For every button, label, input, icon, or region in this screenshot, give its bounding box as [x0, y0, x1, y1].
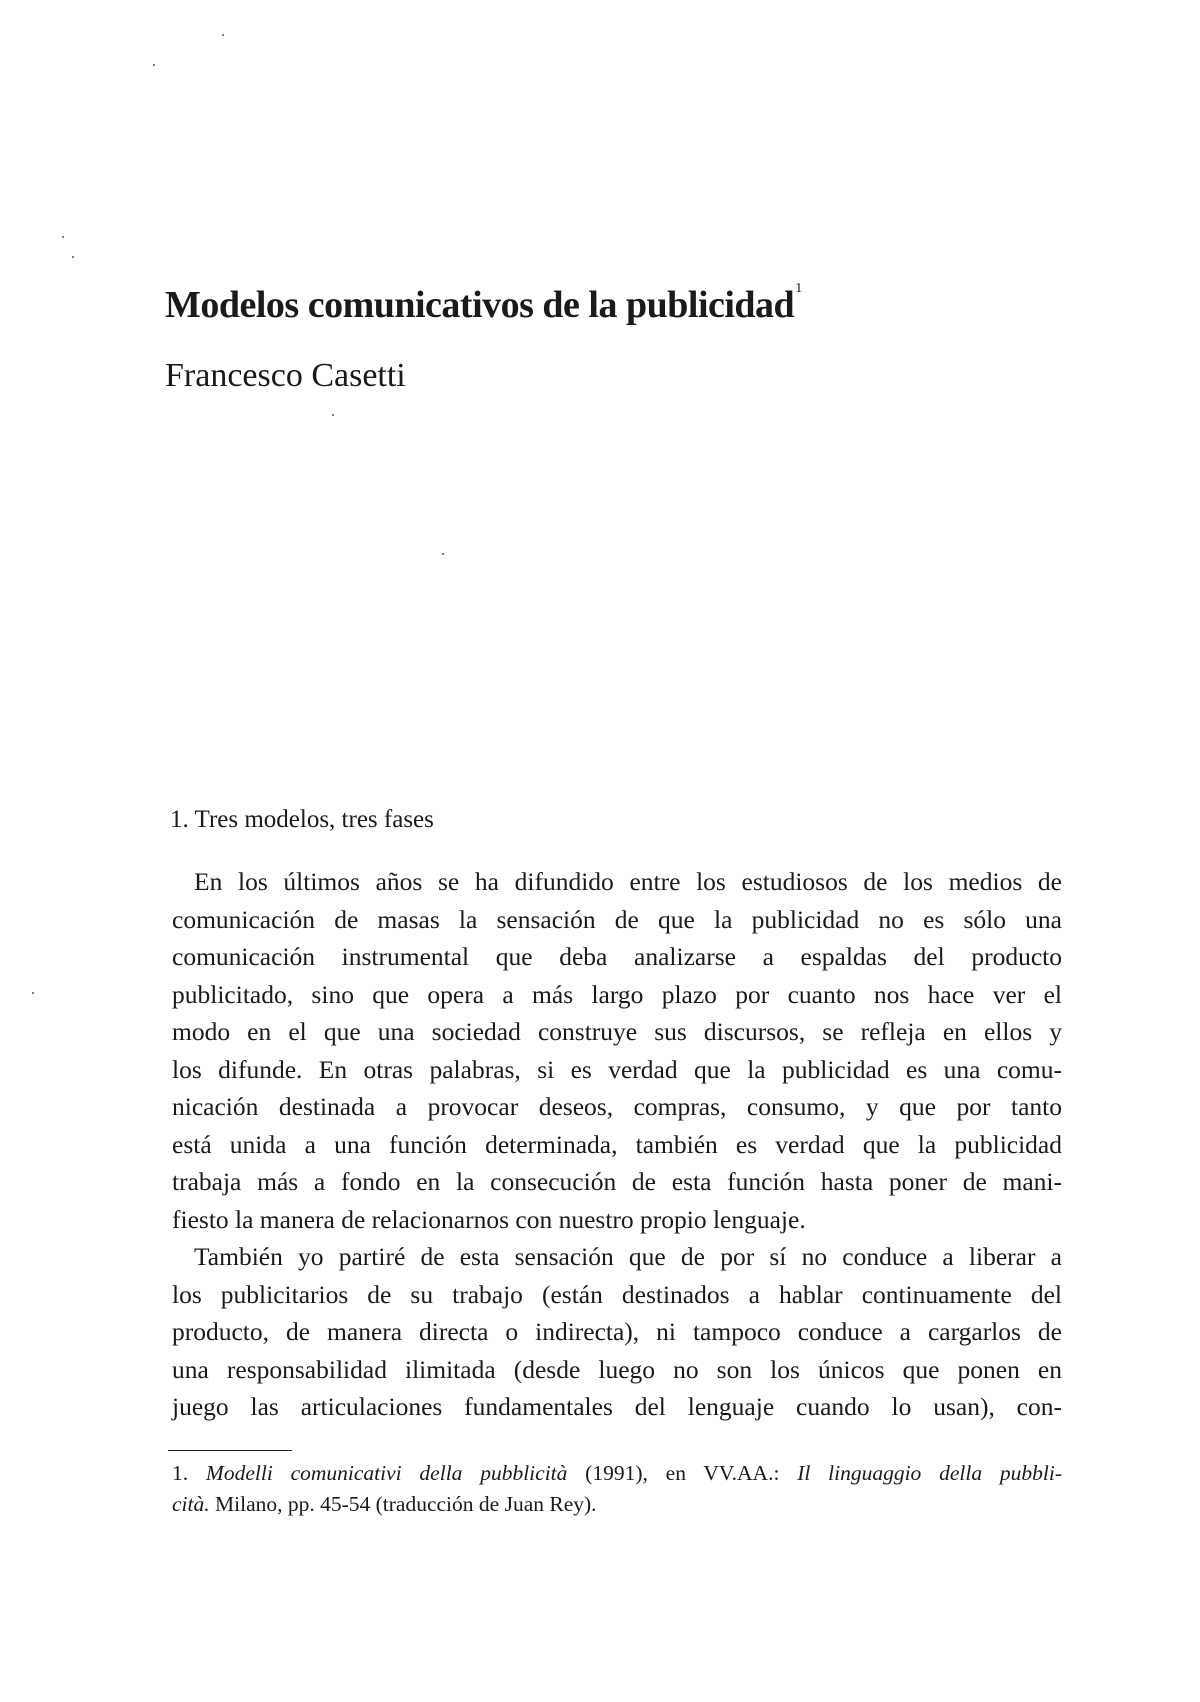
footnote-source: (1991), en VV.AA.:: [567, 1461, 798, 1485]
scan-speck: [332, 414, 334, 416]
text-line: producto, de manera directa o indirecta), ni tampoco conduce a cargarlos de: [172, 1317, 1062, 1346]
text-line: fiesto la manera de relacionarnos con nuestro propio lenguaje.: [172, 1204, 806, 1234]
text-line: una responsabilidad ilimitada (desde luego no son los únicos que ponen en: [172, 1354, 1062, 1384]
footnote-line: [172, 1489, 1062, 1520]
footnote-number: 1.: [172, 1461, 189, 1485]
text-line: nicación destinada a provocar deseos, compras, consumo, y que por tanto: [172, 1092, 1062, 1121]
title-footnote-mark[interactable]: 1: [795, 281, 802, 296]
scan-speck: [222, 34, 224, 36]
footnote-work-title: Modelli comunicativi della pubblicità: [205, 1461, 568, 1485]
footnote-book-title-end: cità.: [172, 1492, 210, 1516]
scan-speck: [32, 992, 34, 994]
text-line: los difunde. En otras palabras, si es verdad que la publicidad es una comu-: [172, 1054, 1062, 1084]
section-heading: 1. Tres modelos, tres fases: [170, 806, 434, 833]
text-line: los publicitarios de su trabajo (están destinados a hablar continuamente del: [172, 1279, 1062, 1309]
article-title-text: Modelos comunicativos de la publicidad: [165, 284, 795, 326]
text-line: comunicación de masas la sensación de que la publicidad no es sólo una: [172, 904, 1062, 934]
body-text: [172, 863, 1062, 1426]
text-line: trabaja más a fondo en la consecución de esta función hasta poner de mani-: [172, 1167, 1062, 1196]
scan-speck: [72, 256, 74, 258]
paragraph-2: [172, 1238, 1062, 1426]
scan-speck: [442, 553, 444, 555]
text-line: está unida a una función determinada, también es verdad que la publicidad: [172, 1129, 1062, 1159]
paragraph-1: [172, 863, 1062, 1238]
article-title: [165, 283, 802, 327]
scan-speck: [62, 236, 64, 238]
text-line: En los últimos años se ha difundido entre los estudiosos de los medios de: [194, 867, 1062, 896]
footnote-divider: [168, 1450, 292, 1451]
footnote-book-title: Il linguaggio della pubbli-: [797, 1461, 1062, 1485]
text-line: juego las articulaciones fundamentales del lenguaje cuando lo usan), con-: [172, 1392, 1062, 1421]
text-line: comunicación instrumental que deba analizarse a espaldas del producto: [172, 942, 1062, 971]
text-line: También yo partiré de esta sensación que de por sí no conduce a liberar a: [194, 1242, 1062, 1271]
footnote-details: Milano, pp. 45-54 (traducción de Juan Rey).: [209, 1492, 597, 1516]
text-line: modo en el que una sociedad construye sus discursos, se refleja en ellos y: [172, 1017, 1062, 1046]
footnote: [172, 1458, 1062, 1520]
footnote-line: [172, 1458, 1062, 1489]
article-author: Francesco Casetti: [165, 357, 406, 394]
scan-speck: [153, 64, 155, 66]
text-line: publicitado, sino que opera a más largo plazo por cuanto nos hace ver el: [172, 979, 1062, 1009]
